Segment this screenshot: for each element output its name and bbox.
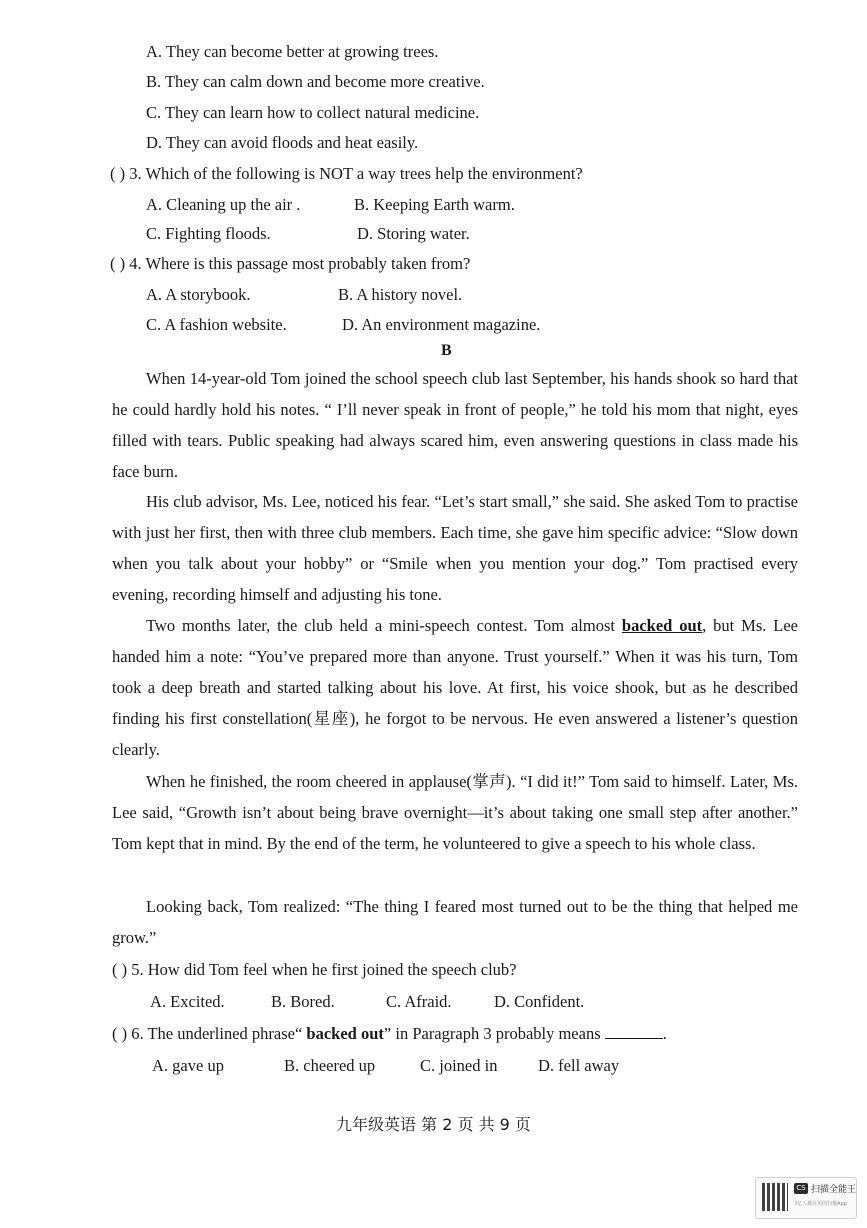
q2-option-b: B. They can calm down and become more creative. <box>146 72 485 91</box>
q6-option-c: C. joined in <box>420 1056 498 1075</box>
passage-paragraph-3: Two months later, the club held a mini-speech contest. Tom almost backed out, but Ms. Lee handed him a note: “You’ve prepared more than anyone. Trust yourself.” When it was his turn, Tom took a deep breath and started talking about his love. At first, his voice shook, but as he described finding his first constellation(星座), he forgot to be nervous. He even answered a listener’s question clearly. <box>112 616 798 759</box>
q6-stem: ( ) 6. The underlined phrase“ backed out” in Paragraph 3 probably means . <box>112 1024 667 1043</box>
q2-option-d: D. They can avoid floods and heat easily. <box>146 133 419 152</box>
passage-paragraph-1: When 14-year-old Tom joined the school speech club last September, his hands shook so hard that he could hardly hold his notes. “ I’ll never speak in front of people,” he told his mom that night, eyes filled with tears. Public speaking had always scared him, even answering questions in class made his face burn. <box>112 369 798 481</box>
q3-option-a: A. Cleaning up the air . <box>146 195 301 214</box>
scanner-logo: CS <box>794 1183 808 1194</box>
answer-blank <box>605 1026 663 1039</box>
q5-option-a: A. Excited. <box>150 992 225 1011</box>
passage-paragraph-4: When he finished, the room cheered in applause(掌声). “I did it!” Tom said to himself. Later, Ms. Lee said, “Growth isn’t about being brave overnight—it’s about taking one small step after another.” Tom kept that in mind. By the end of the term, he volunteered to give a speech to his whole class. <box>112 772 798 853</box>
q5-stem: ( ) 5. How did Tom feel when he first joined the speech club? <box>112 960 517 979</box>
underlined-phrase: backed out <box>621 616 703 635</box>
q4-option-b: B. A history novel. <box>338 285 463 304</box>
passage-paragraph-2: His club advisor, Ms. Lee, noticed his fear. “Let’s start small,” she said. She asked Tom to practise with just her first, then with three club members. Each time, she gave him specific advice: “Slow down when you talk about your hobby” or “Smile when you mention your dog.” Tom practised every evening, recording himself and adjusting his tone. <box>112 492 798 604</box>
q5-option-c: C. Afraid. <box>386 992 452 1011</box>
q2-option-a: A. They can become better at growing trees. <box>146 42 439 61</box>
q4-option-a: A. A storybook. <box>146 285 251 304</box>
q6-option-a: A. gave up <box>152 1056 224 1075</box>
q4-option-c: C. A fashion website. <box>146 315 287 334</box>
q3-stem: ( ) 3. Which of the following is NOT a way trees help the environment? <box>110 164 583 183</box>
qr-code-icon <box>762 1183 788 1211</box>
q3-option-d: D. Storing water. <box>357 224 470 243</box>
q2-option-c: C. They can learn how to collect natural medicine. <box>146 103 480 122</box>
passage-paragraph-5: Looking back, Tom realized: “The thing I feared most turned out to be the thing that helped me grow.” <box>112 897 798 947</box>
q5-option-b: B. Bored. <box>271 992 335 1011</box>
q6-option-d: D. fell away <box>538 1056 620 1075</box>
q5-option-d: D. Confident. <box>494 992 585 1011</box>
scanner-watermark <box>755 1177 857 1219</box>
q6-option-b: B. cheered up <box>284 1056 376 1075</box>
q3-option-c: C. Fighting floods. <box>146 224 271 243</box>
page-footer: 九年级英语 第 2 页 共 9 页 <box>336 1115 531 1134</box>
scanner-subtitle: 3亿人都在用的扫描App <box>794 1201 847 1207</box>
section-heading: B <box>441 342 452 359</box>
scanner-title: 扫描全能王 <box>811 1185 857 1195</box>
q4-option-d: D. An environment magazine. <box>342 315 541 334</box>
q4-stem: ( ) 4. Where is this passage most probably taken from? <box>110 254 471 273</box>
q6-phrase: backed out <box>306 1024 384 1043</box>
q3-option-b: B. Keeping Earth warm. <box>354 195 515 214</box>
